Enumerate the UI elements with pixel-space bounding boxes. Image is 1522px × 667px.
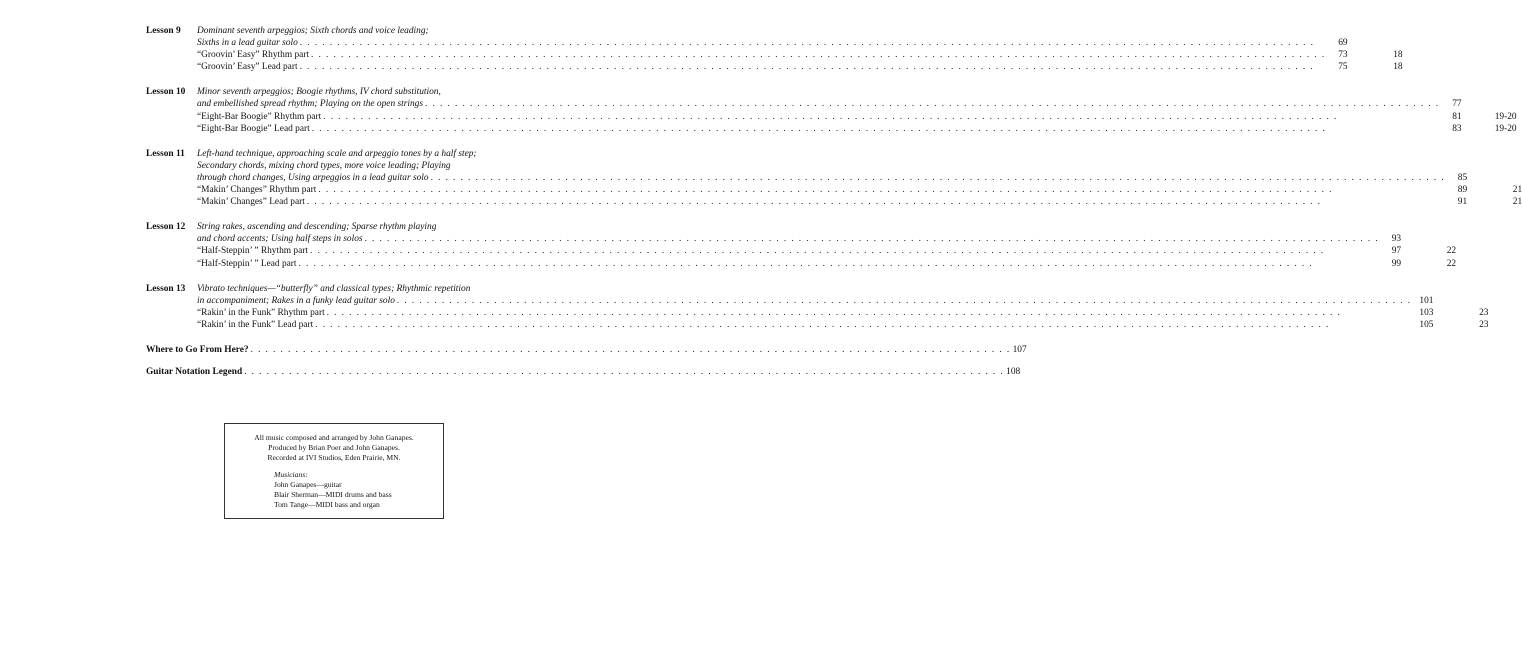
lesson-description-last-line <box>197 98 1517 110</box>
leader-dots <box>431 172 1446 184</box>
part-row <box>197 319 1488 331</box>
cd-track-number: 18 <box>1393 50 1403 61</box>
part-title: “Groovin’ Easy” Lead part <box>197 62 298 73</box>
leader-dots <box>307 196 1445 208</box>
credits-lines <box>225 433 443 463</box>
lesson-body <box>197 148 1522 208</box>
part-title: “Rakin’ in the Funk” Rhythm part <box>197 307 325 318</box>
lesson-description-line: String rakes, ascending and descending; Sparse rhythm playing <box>197 222 437 233</box>
leader-dots <box>315 319 1411 331</box>
part-title: “Makin’ Changes” Lead part <box>197 197 305 208</box>
lesson-entry <box>146 221 1457 269</box>
lesson-entry <box>146 25 1403 73</box>
page-number: 89 <box>1457 185 1468 196</box>
page-number: 99 <box>1391 258 1402 269</box>
section-title: Guitar Notation Legend <box>146 367 243 378</box>
page-number: 69 <box>1338 38 1348 49</box>
lesson-label: Lesson 10 <box>146 87 186 98</box>
page-number: 81 <box>1452 111 1462 122</box>
leader-dots <box>397 295 1412 307</box>
lesson-label: Lesson 13 <box>146 283 186 294</box>
part-row <box>197 61 1403 73</box>
toc-section-entry <box>146 344 1027 356</box>
cd-track-number: 21 <box>1512 197 1522 208</box>
leader-dots <box>300 37 1326 49</box>
table-of-contents <box>146 25 1522 388</box>
leader-dots <box>310 245 1379 257</box>
credits-line: Recorded at IVI Studios, Eden Prairie, MN. <box>267 453 401 462</box>
lesson-description-line: Vibrato techniques—“butterfly” and classical types; Rhythmic repetition <box>197 283 471 294</box>
part-title: “Eight-Bar Boogie” Rhythm part <box>197 111 322 122</box>
lesson-description-last-line <box>197 37 1403 49</box>
leader-dots <box>311 49 1326 61</box>
lesson-entry <box>146 148 1522 208</box>
lesson-description-last-line <box>197 233 1456 245</box>
part-row <box>197 49 1403 61</box>
musician-entry: John Ganapes—guitar <box>274 480 342 489</box>
part-row <box>197 111 1517 123</box>
lesson-label: Lesson 9 <box>146 26 181 36</box>
part-title: “Makin’ Changes” Rhythm part <box>197 185 317 196</box>
lesson-description-text: through chord changes, Using arpeggios in a lead guitar solo <box>197 172 429 183</box>
part-title: “Groovin’ Easy” Rhythm part <box>197 50 310 61</box>
cd-track-number: 19-20 <box>1494 111 1517 122</box>
section-title: Where to Go From Here? <box>146 344 249 355</box>
leader-dots <box>244 366 1004 378</box>
page-number: 85 <box>1457 172 1468 183</box>
page-number: 107 <box>1012 344 1027 355</box>
part-row <box>197 245 1456 257</box>
part-row <box>197 123 1517 135</box>
lesson-entry <box>146 283 1489 331</box>
lesson-entry <box>146 86 1517 134</box>
part-row <box>197 196 1522 208</box>
credits-line: All music composed and arranged by John Ganapes. <box>254 433 414 442</box>
lesson-description-line: Secondary chords, mixing chord types, more voice leading; Playing <box>197 160 451 171</box>
lesson-label: Lesson 11 <box>146 148 185 159</box>
musician-entry: Tom Tange—MIDI bass and organ <box>274 500 380 509</box>
credits-box <box>224 423 444 519</box>
cd-track-number: 19-20 <box>1494 123 1517 134</box>
lesson-description-text: and chord accents; Using half steps in solos <box>197 234 363 245</box>
musician-entry: Blair Sherman—MIDI drums and bass <box>274 490 392 499</box>
cd-track-number: 18 <box>1393 62 1403 73</box>
page-number: 103 <box>1419 307 1434 318</box>
lesson-description-line: Left-hand technique, approaching scale and arpeggio tones by a half step; <box>197 148 477 159</box>
cd-track-number: 23 <box>1479 319 1489 330</box>
credits-line: Produced by Brian Poer and John Ganapes. <box>268 443 400 452</box>
page-number: 105 <box>1419 319 1434 330</box>
part-title: “Eight-Bar Boogie” Lead part <box>197 123 310 134</box>
lesson-description-line: Dominant seventh arpeggios; Sixth chords and voice leading; <box>197 26 429 36</box>
page-number: 75 <box>1338 62 1348 73</box>
lesson-label: Lesson 12 <box>146 222 186 233</box>
part-row <box>197 184 1522 196</box>
page-number: 83 <box>1452 123 1462 134</box>
page-number: 77 <box>1452 99 1462 110</box>
lesson-description-last-line <box>197 295 1488 307</box>
leader-dots <box>323 111 1439 123</box>
lesson-description-text: Sixths in a lead guitar solo <box>197 38 298 49</box>
leader-dots <box>425 98 1440 110</box>
lesson-description-line: Minor seventh arpeggios; Boogie rhythms, IV chord substitution, <box>197 87 441 98</box>
leader-dots <box>318 184 1445 196</box>
page-number: 108 <box>1006 367 1021 378</box>
musicians-list <box>274 470 443 510</box>
lesson-body <box>197 283 1488 331</box>
part-title: “Rakin’ in the Funk” Lead part <box>197 319 314 330</box>
page-number: 101 <box>1419 295 1434 306</box>
page-number: 91 <box>1457 197 1468 208</box>
leader-dots <box>312 123 1440 135</box>
leader-dots <box>299 258 1380 270</box>
lesson-description-text: in accompaniment; Rakes in a funky lead guitar solo <box>197 295 395 306</box>
page-number: 73 <box>1338 50 1348 61</box>
cd-track-number: 22 <box>1446 246 1457 257</box>
lesson-body <box>197 86 1517 134</box>
lesson-description-last-line <box>197 172 1522 184</box>
leader-dots <box>251 344 1011 356</box>
leader-dots <box>300 61 1326 73</box>
cd-track-number: 21 <box>1512 185 1522 196</box>
part-row <box>197 258 1456 270</box>
toc-section-entry <box>146 366 1021 378</box>
cd-track-number: 22 <box>1446 258 1457 269</box>
lesson-body <box>197 25 1403 73</box>
leader-dots <box>365 233 1380 245</box>
page-number: 93 <box>1391 234 1402 245</box>
lesson-body <box>197 221 1456 269</box>
cd-track-number: 23 <box>1479 307 1489 318</box>
leader-dots <box>327 307 1412 319</box>
lesson-description-text: and embellished spread rhythm; Playing on the open strings <box>197 99 424 110</box>
part-row <box>197 307 1488 319</box>
musicians-heading: Musicians: <box>274 470 308 479</box>
part-title: “Half-Steppin’ ” Rhythm part <box>197 246 308 257</box>
page-number: 97 <box>1391 246 1402 257</box>
part-title: “Half-Steppin’ ” Lead part <box>197 258 297 269</box>
